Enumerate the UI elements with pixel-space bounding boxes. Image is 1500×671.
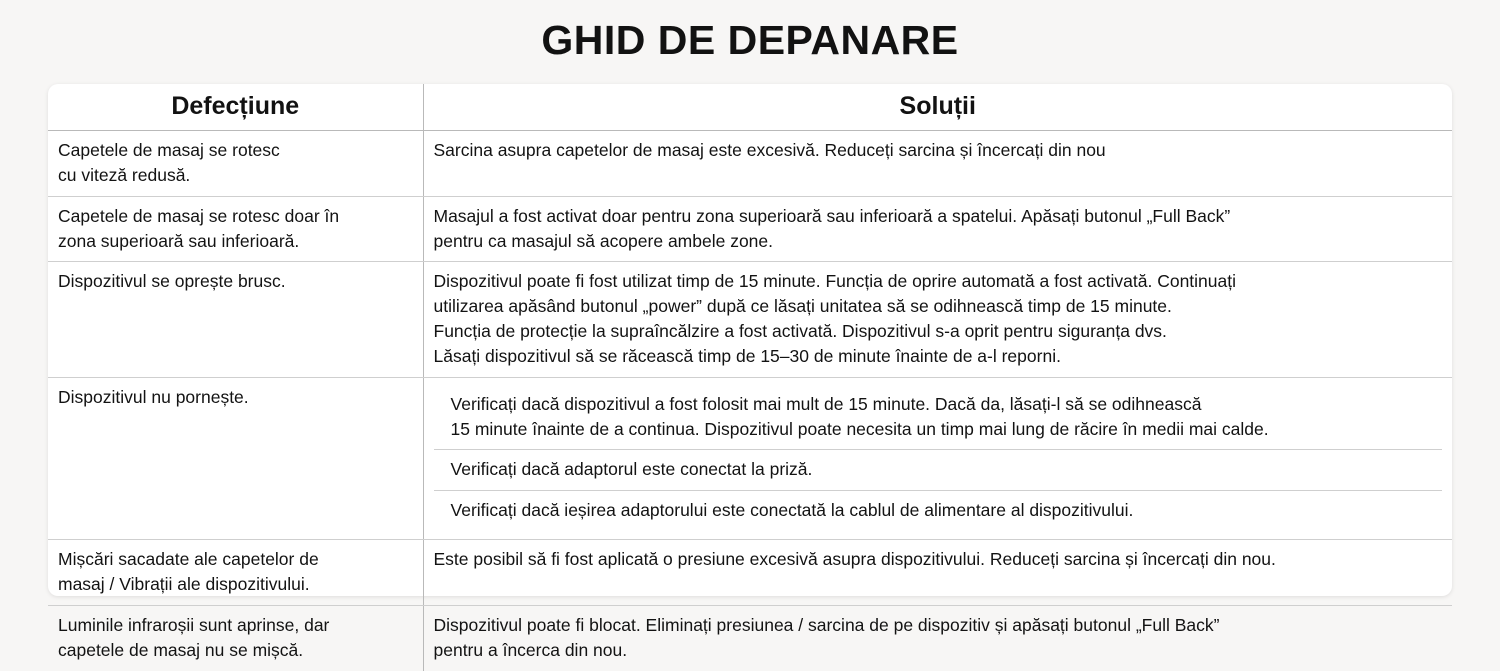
table-row xyxy=(48,131,1452,197)
solution-line: pentru ca masajul să acopere ambele zone. xyxy=(433,230,774,251)
solution-line: Sarcina asupra capetelor de masaj este excesivă. Reduceți sarcina și încercați din nou xyxy=(433,140,1106,160)
fault-cell xyxy=(48,377,423,539)
fault-cell xyxy=(48,262,423,377)
table-row xyxy=(48,196,1452,262)
solution-line: Funcția de protecție la supraîncălzire a fost activată. Dispozitivul s-a oprit pentru siguranța dvs. xyxy=(433,321,1167,342)
solution-cell xyxy=(423,540,1452,606)
table-row xyxy=(48,605,1452,670)
solution-block xyxy=(434,450,1443,491)
table-body xyxy=(48,131,1452,671)
solution-cell xyxy=(423,196,1452,262)
solution-line: utilizarea apăsând butonul „power” după ce lăsați unitatea să se odihnească timp de 15 minute. xyxy=(433,296,1172,317)
solution-line: Verificați dacă adaptorul este conectat la priză. xyxy=(450,459,813,480)
solution-block xyxy=(434,385,1443,451)
fault-line: Dispozitivul nu pornește. xyxy=(58,386,249,407)
fault-line: capetele de masaj nu se mișcă. xyxy=(58,639,304,660)
column-header-fault: Defecțiune xyxy=(48,84,423,131)
table-header xyxy=(48,84,1452,131)
solution-line: Este posibil să fi fost aplicată o presiune excesivă asupra dispozitivului. Reduceți sarcina și încercați din nou. xyxy=(433,549,1276,570)
solution-cell xyxy=(423,377,1452,539)
troubleshooting-table-card xyxy=(48,84,1452,660)
solution-line: 15 minute înainte de a continua. Dispozitivul poate necesita un timp mai lung de răcire în medii mai calde. xyxy=(450,418,1269,439)
fault-cell xyxy=(48,605,423,670)
fault-line: Luminile infraroșii sunt aprinse, dar xyxy=(58,614,330,635)
table-row xyxy=(48,540,1452,606)
page-title: GHID DE DEPANARE xyxy=(541,17,959,63)
solution-line: pentru a încerca din nou. xyxy=(433,639,628,660)
fault-line: Dispozitivul se oprește brusc. xyxy=(58,271,286,292)
solution-cell xyxy=(423,605,1452,670)
fault-line: masaj / Vibrații ale dispozitivului. xyxy=(58,573,310,594)
column-header-solution: Soluții xyxy=(423,84,1452,131)
fault-cell xyxy=(48,131,423,197)
solution-line: Dispozitivul poate fi blocat. Eliminați presiunea / sarcina de pe dispozitiv și apăsați butonul „Full Back” xyxy=(433,614,1220,635)
solution-line: Verificați dacă ieșirea adaptorului este conectată la cablul de alimentare al dispozitivului. xyxy=(450,500,1134,521)
fault-line: Capetele de masaj se rotesc doar în xyxy=(58,205,340,226)
table-header-row xyxy=(48,84,1452,131)
solution-line: Lăsați dispozitivul să se răcească timp de 15–30 de minute înainte de a-l reporni. xyxy=(433,345,1061,366)
fault-cell xyxy=(48,540,423,606)
solution-cell xyxy=(423,131,1452,197)
table-row xyxy=(48,262,1452,377)
solution-cell xyxy=(423,262,1452,377)
fault-line: zona superioară sau inferioară. xyxy=(58,230,300,251)
fault-line: Mișcări sacadate ale capetelor de xyxy=(58,549,319,570)
table-row xyxy=(48,377,1452,539)
solution-line: Dispozitivul poate fi fost utilizat timp de 15 minute. Funcția de oprire automată a fost activată. Continuați xyxy=(433,271,1236,292)
solution-line: Verificați dacă dispozitivul a fost folosit mai mult de 15 minute. Dacă da, lăsați-l să se odihnească xyxy=(450,393,1202,414)
solution-line: Masajul a fost activat doar pentru zona superioară sau inferioară a spatelui. Apăsați butonul „Full Back” xyxy=(433,205,1231,226)
fault-line: cu viteză redusă. xyxy=(58,164,191,185)
solution-block xyxy=(434,491,1443,531)
fault-cell xyxy=(48,196,423,262)
fault-line: Capetele de masaj se rotesc xyxy=(58,140,280,160)
troubleshooting-table xyxy=(48,84,1452,671)
